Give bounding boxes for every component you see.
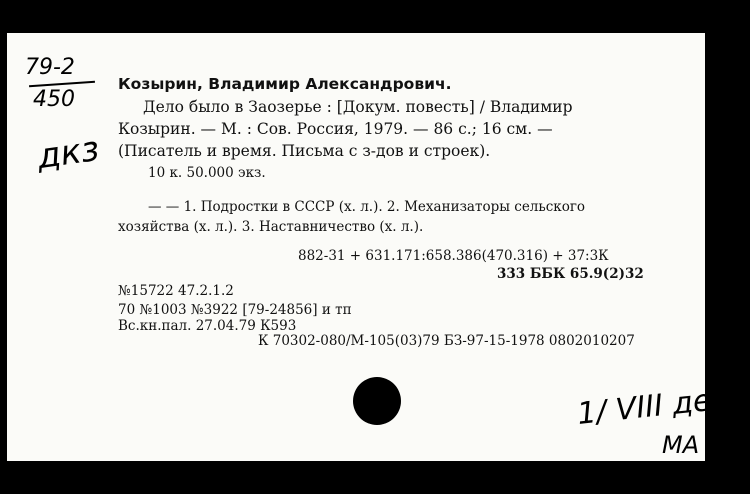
handwritten-mark: дкз	[34, 128, 102, 178]
punch-hole	[353, 377, 401, 425]
call-number-top: 79-2	[25, 55, 75, 80]
entry-heading: Козырин, Владимир Александрович.	[118, 75, 452, 93]
call-number-bottom: 450	[33, 87, 75, 112]
subjects-line-2: хозяйства (х. л.). 3. Наставничество (х. л.).	[118, 219, 424, 235]
subjects-line-1: — — 1. Подростки в СССР (х. л.). 2. Механизаторы сельского	[148, 199, 586, 215]
description-line-1: Дело было в Заозерье : [Докум. повесть] / Владимир	[143, 98, 573, 116]
description-line-2: Козырин. — М. : Сов. Россия, 1979. — 86 с.; 16 см. —	[118, 120, 553, 138]
handwritten-note-initials: МА	[662, 431, 700, 459]
udc-classification: 882-31 + 631.171:658.386(470.316) + 37:3К	[298, 248, 609, 264]
print-info-line-2: 70 №1003 №3922 [79-24856] и тп	[118, 302, 352, 318]
description-line-3: (Писатель и время. Письма с з-дов и строек).	[118, 142, 491, 160]
print-info-line-1: №15722 47.2.1.2	[118, 283, 234, 299]
bbk-classification: 333 ББК 65.9(2)32	[497, 266, 644, 282]
print-info-line-4: К 70302-080/М-105(03)79 БЗ-97-15-1978 0802010207	[258, 333, 635, 349]
print-info-line-3: Вс.кн.пал. 27.04.79 К593	[118, 318, 297, 334]
handwritten-note-date: 1/ VIII ден	[575, 381, 733, 432]
price-and-print-run: 10 к. 50.000 экз.	[148, 165, 266, 181]
